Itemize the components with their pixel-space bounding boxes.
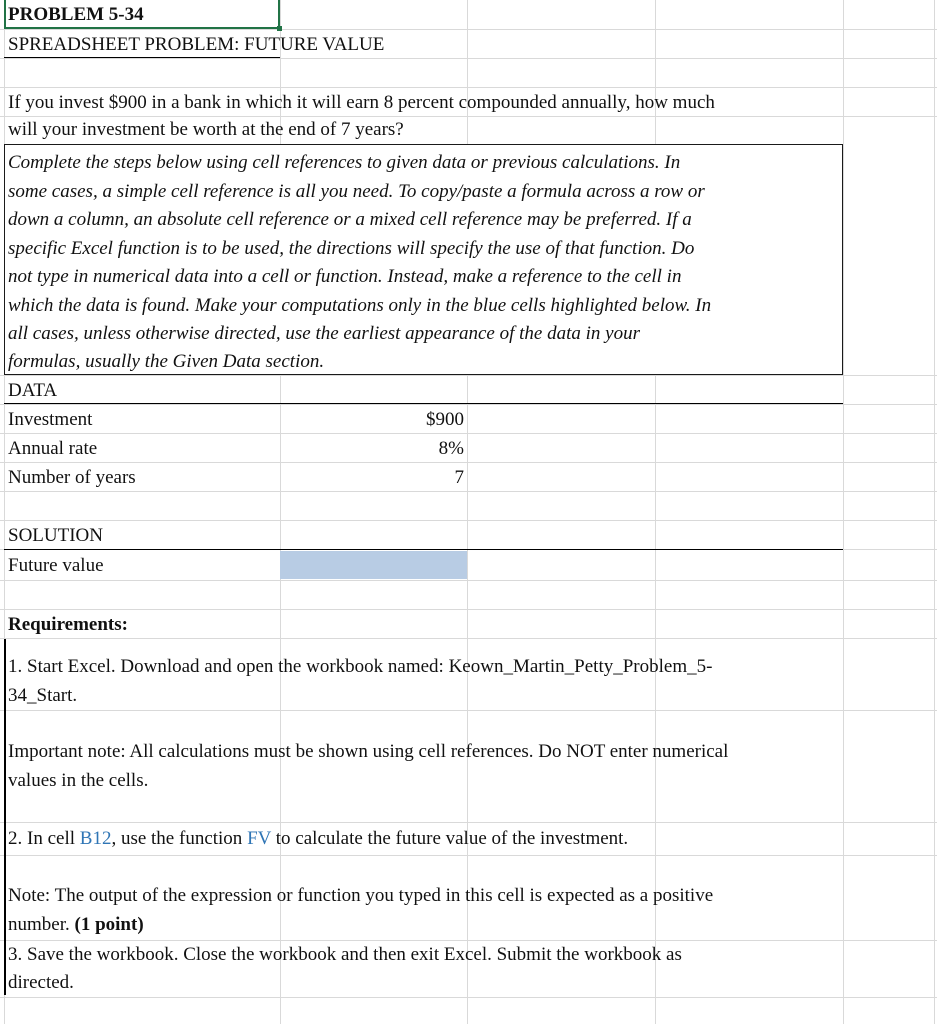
important-note-line-1: Important note: All calculations must be shown using cell references. Do NOT enter numerical — [8, 741, 729, 762]
instructions-line: down a column, an absolute cell reference or a mixed cell reference may be preferred. If a — [8, 209, 692, 230]
instructions-line: specific Excel function is to be used, the directions will specify the use of that function. Do — [8, 238, 695, 259]
solution-heading-rule — [4, 549, 843, 550]
investment-value[interactable]: $900 — [426, 409, 464, 430]
problem-subtitle: SPREADSHEET PROBLEM: FUTURE VALUE — [8, 34, 385, 55]
annual-rate-label[interactable]: Annual rate — [8, 438, 98, 459]
function-fv: FV — [247, 828, 272, 849]
subtitle-underline — [4, 57, 280, 58]
requirements-left-border — [4, 639, 6, 995]
annual-rate-value[interactable]: 8% — [438, 438, 464, 459]
data-heading: DATA — [8, 380, 58, 401]
step-2 — [8, 824, 628, 853]
step-3-line-1: 3. Save the workbook. Close the workbook and then exit Excel. Submit the workbook as — [8, 944, 682, 965]
step-2-mid: , use the function — [111, 828, 248, 849]
future-value-label[interactable]: Future value — [8, 555, 104, 576]
instructions-line: not type in numerical data into a cell or function. Instead, make a reference to the cell in — [8, 266, 682, 287]
number-of-years-label[interactable]: Number of years — [8, 467, 136, 488]
instructions-line: Complete the steps below using cell references to given data or previous calculations. In — [8, 152, 681, 173]
step-2-prefix: 2. In cell — [8, 828, 80, 849]
question-line-1: If you invest $900 in a bank in which it will earn 8 percent compounded annually, how much — [8, 92, 715, 113]
investment-label[interactable]: Investment — [8, 409, 93, 430]
instructions-line: formulas, usually the Given Data section. — [8, 351, 325, 372]
problem-title: PROBLEM 5-34 — [8, 4, 144, 25]
instructions-line: some cases, a simple cell reference is all you need. To copy/paste a formula across a row or — [8, 181, 705, 202]
points-label: (1 point) — [74, 914, 144, 935]
instructions-line: all cases, unless otherwise directed, use the earliest appearance of the data in your — [8, 323, 640, 344]
question-line-2: will your investment be worth at the end of 7 years? — [8, 119, 404, 140]
requirements-heading: Requirements: — [8, 614, 128, 635]
instructions-line: which the data is found. Make your computations only in the blue cells highlighted below. In — [8, 295, 712, 316]
data-heading-rule — [4, 403, 843, 404]
note-line-1: Note: The output of the expression or function you typed in this cell is expected as a positive — [8, 885, 714, 906]
solution-heading: SOLUTION — [8, 525, 103, 546]
number-of-years-value[interactable]: 7 — [454, 467, 464, 488]
note-line-2 — [8, 910, 144, 939]
step-2-suffix: to calculate the future value of the investment. — [271, 828, 629, 849]
step-3-line-2: directed. — [8, 972, 74, 993]
cell-reference-b12: B12 — [79, 828, 112, 849]
important-note-line-2: values in the cells. — [8, 770, 149, 791]
future-value-input-cell[interactable] — [280, 551, 467, 579]
step-1-line-2: 34_Start. — [8, 685, 78, 706]
step-1-line-1: 1. Start Excel. Download and open the workbook named: Keown_Martin_Petty_Problem_5- — [8, 656, 713, 677]
note-line-2-text: number. — [8, 914, 75, 935]
